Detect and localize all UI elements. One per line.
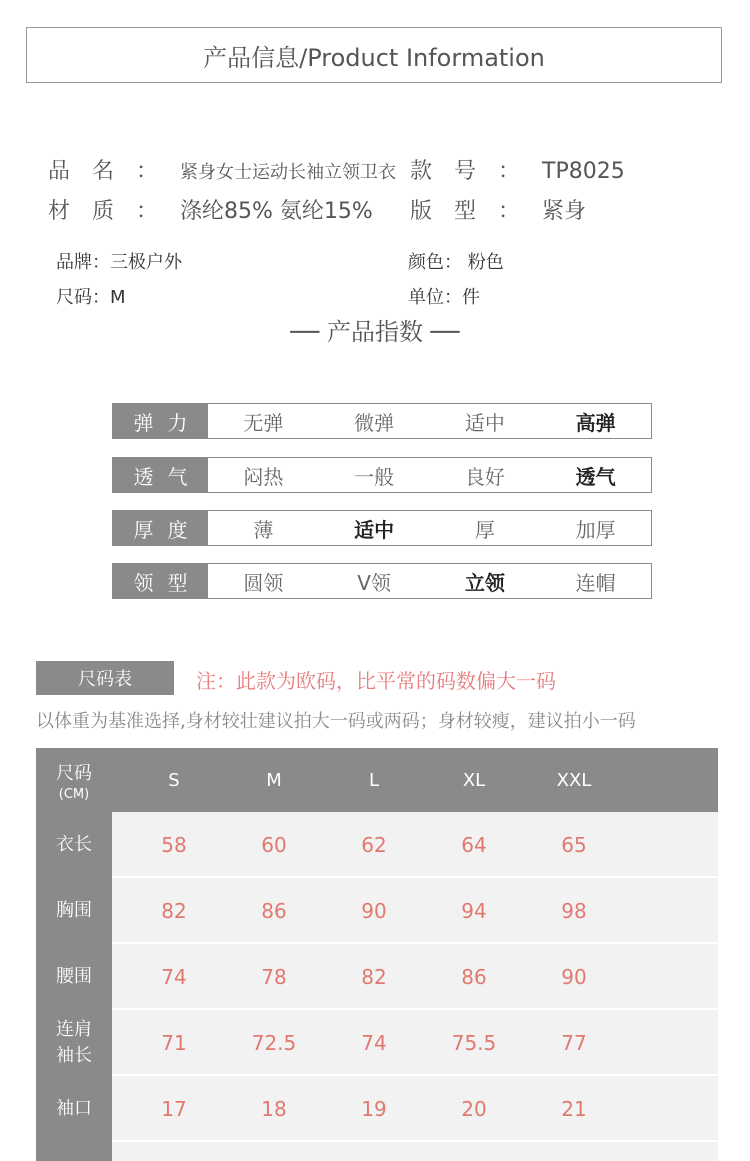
brand-text: 品牌：三极户外 <box>56 252 182 273</box>
index-row <box>112 563 652 599</box>
table-row <box>36 944 718 1010</box>
index-option: 适中 <box>464 410 505 435</box>
row-label: 腰围 <box>56 966 92 987</box>
sku-label: 款号： <box>410 159 543 184</box>
color-text: 颜色： 粉色 <box>408 252 504 273</box>
size-header-cell: S <box>168 769 180 791</box>
table-cell: 75.5 <box>451 1031 497 1055</box>
table-cell: 60 <box>261 833 287 857</box>
size-table-header <box>36 748 718 812</box>
table-cell: 21 <box>561 1097 587 1121</box>
index-row <box>112 510 652 546</box>
table-row <box>36 812 718 878</box>
table-row <box>36 1076 718 1142</box>
table-cell: 71 <box>161 1031 187 1055</box>
material-value: 涤纶85% 氨纶15% <box>180 199 373 224</box>
table-cell: 18 <box>261 1097 287 1121</box>
size-header-cell: M <box>266 769 282 791</box>
table-cell: 17 <box>161 1097 187 1121</box>
index-option: 高弹 <box>575 410 616 435</box>
row-label: 袖口 <box>56 1098 92 1119</box>
sku-row <box>410 154 625 185</box>
index-option: 闷热 <box>243 464 284 489</box>
index-option: 透气 <box>575 464 616 489</box>
corner-unit: (CM) <box>58 786 90 802</box>
material-row <box>48 194 373 225</box>
index-option: 良好 <box>464 464 505 489</box>
name-row <box>48 154 396 185</box>
size-header-cell: XL <box>462 769 486 791</box>
index-option: 薄 <box>253 517 274 542</box>
table-cell: 74 <box>161 965 187 989</box>
index-section-title: ── 产品指数 ── <box>290 318 460 346</box>
size-table-corner <box>36 748 112 812</box>
size-note: 注：此款为欧码，比平常的码数偏大一码 <box>196 669 556 693</box>
index-row <box>112 403 652 439</box>
size-chart-tag: 尺码表 <box>36 661 174 695</box>
size-header-cell: L <box>368 769 380 791</box>
index-category: 领型 <box>113 564 208 598</box>
index-option: 圆领 <box>243 570 284 595</box>
table-cell: 72.5 <box>251 1031 297 1055</box>
index-option: 连帽 <box>575 570 616 595</box>
table-cell: 19 <box>361 1097 387 1121</box>
size-table <box>36 748 718 1161</box>
index-option: 厚 <box>474 517 495 542</box>
index-option: V领 <box>357 570 391 595</box>
table-cell: 90 <box>361 899 387 923</box>
header-title: 产品信息/Product Information <box>203 43 545 72</box>
table-cell: 58 <box>161 833 187 857</box>
table-cell: 82 <box>361 965 387 989</box>
row-label: 衣长 <box>56 834 92 855</box>
size-header-cell: XXL <box>556 769 592 791</box>
fit-label: 版型： <box>410 199 543 224</box>
index-option: 适中 <box>354 517 395 542</box>
table-cell: 62 <box>361 833 387 857</box>
table-row <box>36 1010 718 1076</box>
table-cell: 65 <box>561 833 587 857</box>
index-option: 无弹 <box>243 410 284 435</box>
table-cell: 64 <box>461 833 487 857</box>
fit-value: 紧身 <box>542 199 587 224</box>
index-option: 立领 <box>464 570 505 595</box>
table-cell: 77 <box>561 1031 587 1055</box>
table-cell: 78 <box>261 965 287 989</box>
corner-title: 尺码 <box>56 762 92 784</box>
fit-row <box>410 194 586 225</box>
index-option: 加厚 <box>575 517 616 542</box>
table-row <box>36 878 718 944</box>
row-label: 胸围 <box>56 900 92 921</box>
size-text: 尺码：M <box>56 287 126 308</box>
size-advice: 以体重为基准选择,身材较壮建议拍大一码或两码；身材较瘦，建议拍小一码 <box>36 711 636 732</box>
name-value: 紧身女士运动长袖立领卫衣 <box>180 162 397 183</box>
index-option: 一般 <box>354 464 395 489</box>
table-cell: 86 <box>261 899 287 923</box>
index-category: 弹力 <box>113 404 208 438</box>
index-category: 透气 <box>113 458 208 492</box>
table-cell: 94 <box>461 899 487 923</box>
table-cell: 82 <box>161 899 187 923</box>
product-info-header <box>26 27 722 83</box>
name-label: 品名： <box>48 159 181 184</box>
table-cell: 90 <box>561 965 587 989</box>
unit-text: 单位：件 <box>408 287 480 308</box>
sku-value: TP8025 <box>542 159 625 184</box>
table-cell: 86 <box>461 965 487 989</box>
index-row <box>112 457 652 493</box>
row-label: 连肩 袖长 <box>56 1019 92 1066</box>
index-option: 微弹 <box>354 410 395 435</box>
index-category: 厚度 <box>113 511 208 545</box>
table-cell: 20 <box>461 1097 487 1121</box>
row-divider <box>112 1140 718 1142</box>
material-label: 材质： <box>48 199 181 224</box>
table-cell: 74 <box>361 1031 387 1055</box>
table-cell: 98 <box>561 899 587 923</box>
